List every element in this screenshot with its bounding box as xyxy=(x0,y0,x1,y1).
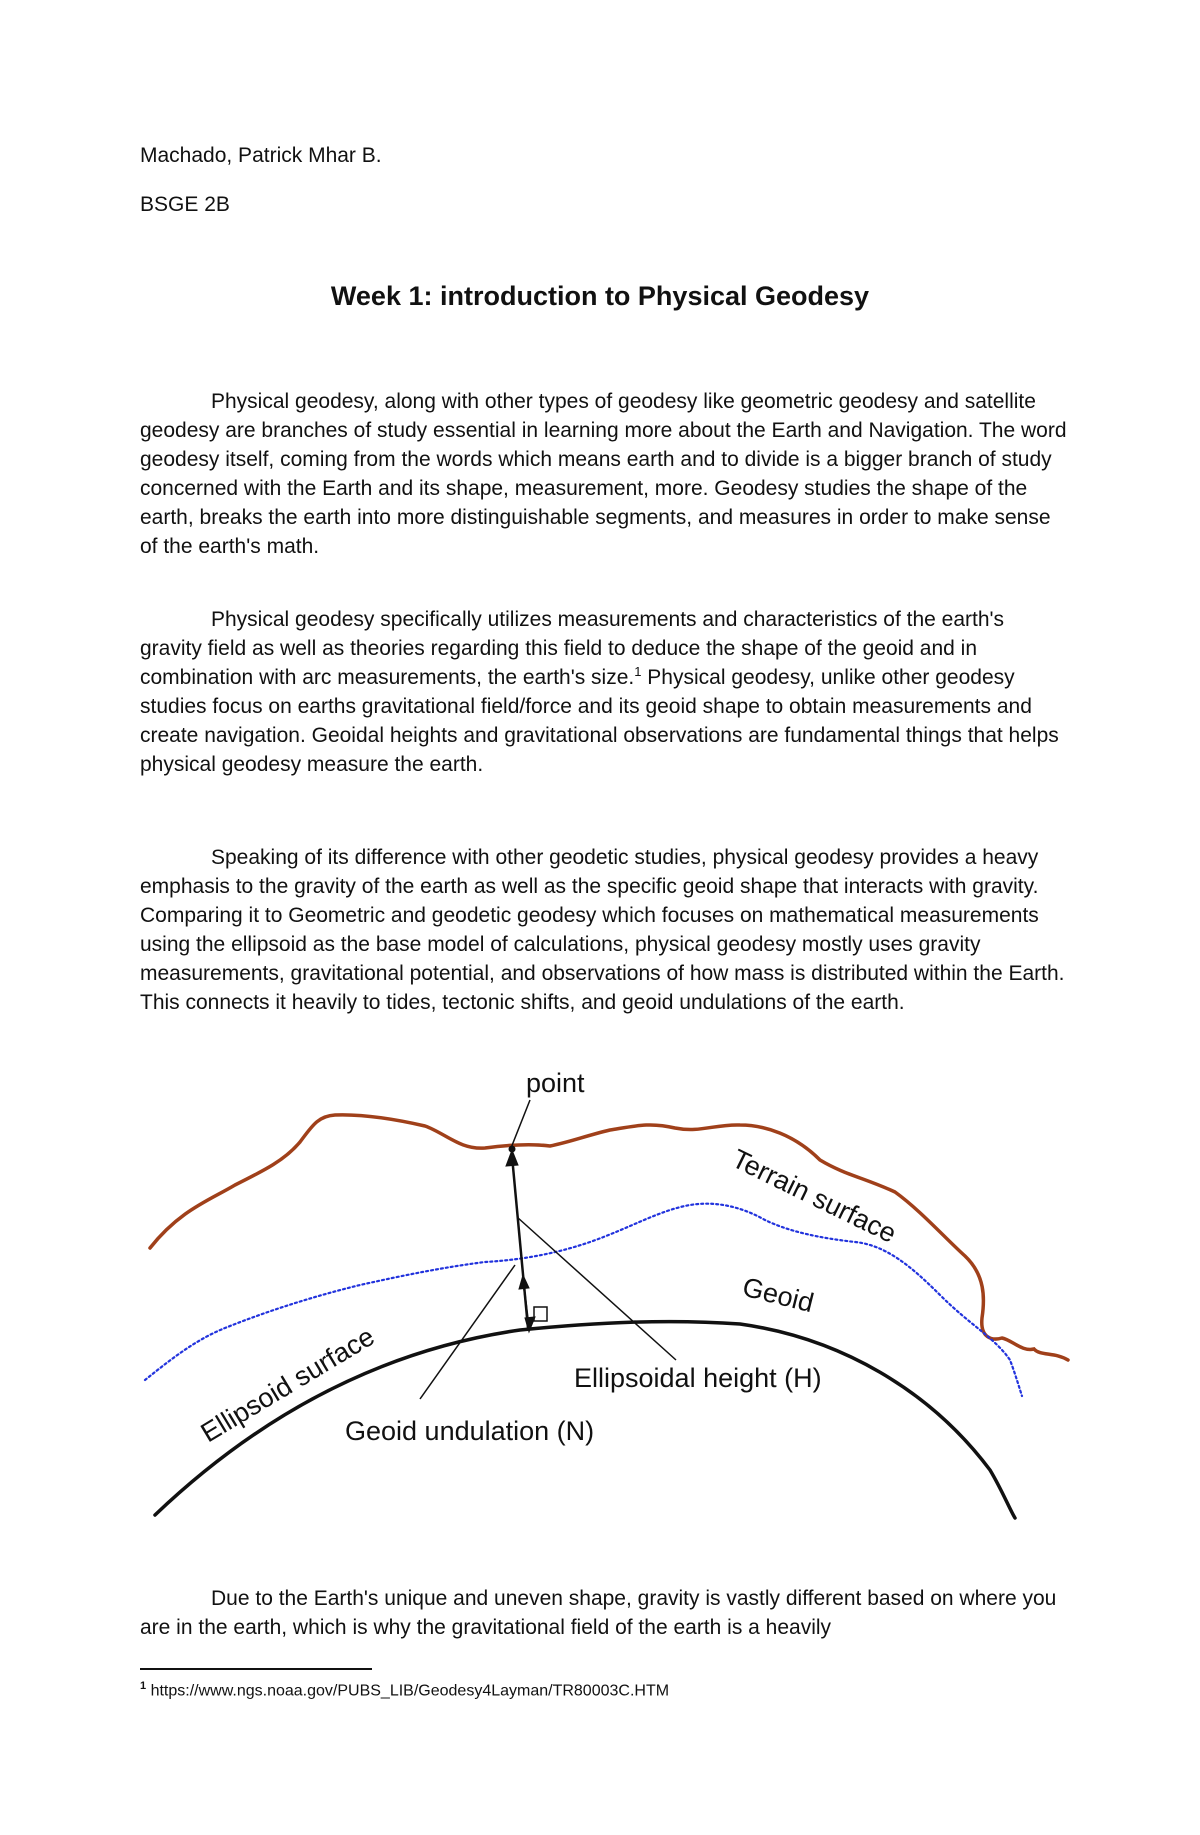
height-leader-line xyxy=(517,1217,676,1360)
label-terrain-surface: Terrain surface xyxy=(727,1143,902,1249)
label-point: point xyxy=(526,1070,585,1098)
page-title: Week 1: introduction to Physical Geodesy xyxy=(330,281,870,311)
paragraph-text-part: Physical geodesy specifically utilizes measurements and characteristics of the earth's gravity field as well as theories regarding this field to deduce the shape of the geoid and in combination with arc measurements, the earth's size. xyxy=(140,608,1005,689)
footnote-url[interactable]: https://www.ngs.noaa.gov/PUBS_LIB/Geodesy4Layman/TR80003C.HTM xyxy=(146,1682,670,1700)
arrowhead-up-geoid xyxy=(519,1275,529,1289)
geodesy-diagram xyxy=(140,1070,1070,1530)
label-ellipsoid-surface: Ellipsoid surface xyxy=(195,1321,380,1449)
diagram-svg xyxy=(140,1070,1070,1530)
label-geoid-undulation: Geoid undulation (N) xyxy=(345,1416,595,1446)
paragraph-intro: Physical geodesy, along with other types of geodesy like geometric geodesy and satellite geodesy are branches of study essential in learning more about the Earth and Navigation. The word geodesy itself, coming from the words which means earth and to divide is a bigger branch of study concerned with the Earth and its shape, measurement, more. Geodesy studies the shape of the earth, breaks the earth into more distinguishable segments, and measures in order to make sense of the earth's math. xyxy=(140,390,1067,558)
point-leader-line xyxy=(511,1100,530,1148)
footnote-reference[interactable]: 1 xyxy=(634,664,642,679)
point-marker xyxy=(509,1146,516,1153)
paragraph-physical-geodesy xyxy=(140,605,1070,779)
author-name: Machado, Patrick Mhar B. xyxy=(140,144,382,167)
right-angle-marker xyxy=(534,1307,547,1321)
class-section: BSGE 2B xyxy=(140,193,230,216)
paragraph-differences: Speaking of its difference with other geodetic studies, physical geodesy provides a heavy emphasis to the gravity of the earth as well as the specific geoid shape that interacts with gravity. Comparing it to Geometric and geodetic geodesy which focuses on mathematical measurements using the ellipsoid as the base model of calculations, physical geodesy mostly uses gravity measurements, gravitational potential, and observations of how mass is distributed within the Earth. This connects it heavily to tides, tectonic shifts, and geoid undulations of the earth. xyxy=(140,846,1065,1014)
footnote-number: 1 xyxy=(140,1680,147,1692)
paragraph-text-part: Physical geodesy, unlike other geodesy studies focus on earths gravitational field/force and its geoid shape to obtain measurements and create navigation. Geoidal heights and gravitational observations are fundamental things that helps physical geodesy measure the earth. xyxy=(140,666,1059,776)
label-ellipsoidal-height: Ellipsoidal height (H) xyxy=(574,1363,822,1393)
label-geoid: Geoid xyxy=(739,1271,817,1319)
paragraph-gravity: Due to the Earth's unique and uneven shape, gravity is vastly different based on where you are in the earth, which is why the gravitational field of the earth is a heavily xyxy=(140,1587,1057,1639)
measurement-arrows xyxy=(506,1150,547,1332)
footnote xyxy=(140,1675,669,1702)
footnote-divider xyxy=(140,1668,372,1670)
